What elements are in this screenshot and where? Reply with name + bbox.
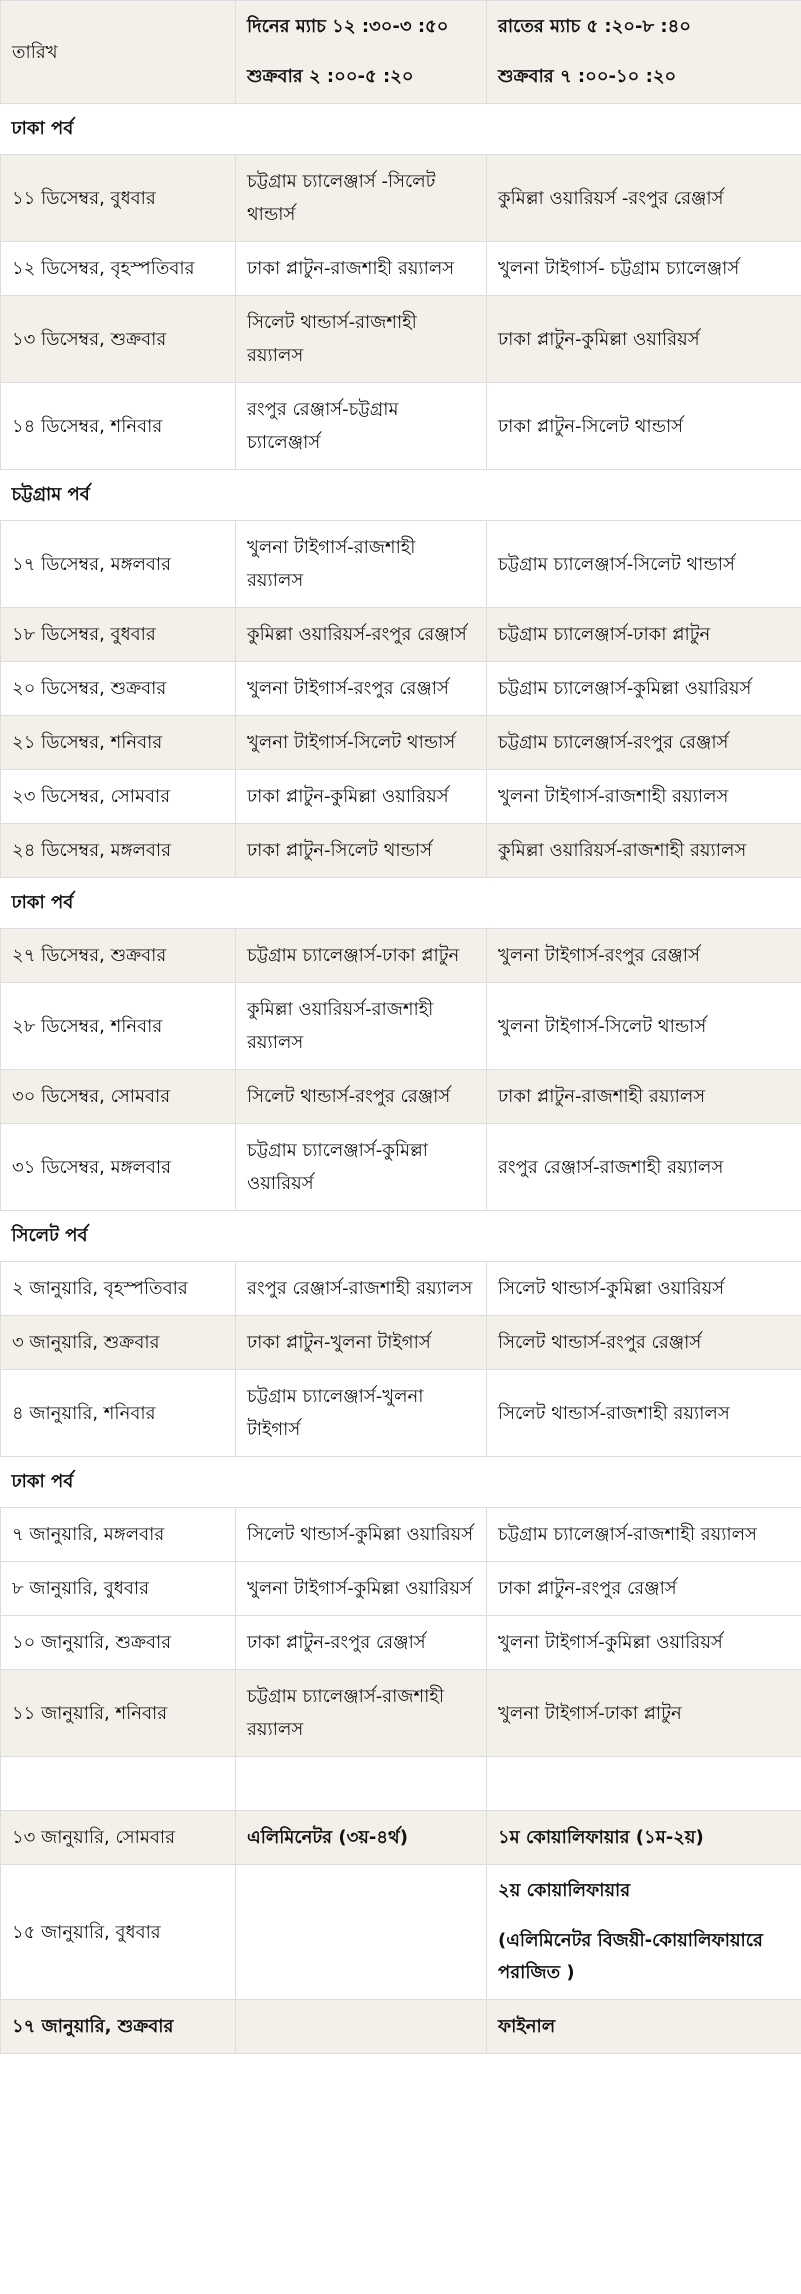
match-date: ১৩ ডিসেম্বর, শুক্রবার	[1, 296, 236, 383]
night-match: চট্টগ্রাম চ্যালেঞ্জার্স-রাজশাহী রয়্যালস	[487, 1508, 801, 1562]
night-match: খুলনা টাইগার্স-রাজশাহী রয়্যালস	[487, 770, 801, 824]
section-label: ঢাকা পর্ব	[1, 104, 801, 155]
qualifier-2-note: (এলিমিনেটর বিজয়ী-কোয়ালিফায়ারে পরাজিত )	[498, 1930, 763, 1983]
day-match: চট্টগ্রাম চ্যালেঞ্জার্স -সিলেট থান্ডার্স	[236, 155, 487, 242]
match-date: ১১ জানুয়ারি, শনিবার	[1, 1670, 236, 1757]
night-match: চট্টগ্রাম চ্যালেঞ্জার্স-কুমিল্লা ওয়ারিয়র্স	[487, 662, 801, 716]
day-match: খুলনা টাইগার্স-রংপুর রেঞ্জার্স	[236, 662, 487, 716]
match-date: ১৮ ডিসেম্বর, বুধবার	[1, 608, 236, 662]
night-match: সিলেট থান্ডার্স-রংপুর রেঞ্জার্স	[487, 1316, 801, 1370]
match-row	[1, 155, 801, 242]
day-match: রংপুর রেঞ্জার্স-রাজশাহী রয়্যালস	[236, 1262, 487, 1316]
match-date: ১৭ জানুয়ারি, শুক্রবার	[1, 2000, 236, 2054]
section-row	[1, 104, 801, 155]
match-date: ৩১ ডিসেম্বর, মঙ্গলবার	[1, 1124, 236, 1211]
day-match: সিলেট থান্ডার্স-কুমিল্লা ওয়ারিয়র্স	[236, 1508, 487, 1562]
night-match: চট্টগ্রাম চ্যালেঞ্জার্স-সিলেট থান্ডার্স	[487, 521, 801, 608]
match-date: ৭ জানুয়ারি, মঙ্গলবার	[1, 1508, 236, 1562]
section-row	[1, 878, 801, 929]
day-match: খুলনা টাইগার্স-কুমিল্লা ওয়ারিয়র্স	[236, 1562, 487, 1616]
day-match: ঢাকা প্লাটুন-কুমিল্লা ওয়ারিয়র্স	[236, 770, 487, 824]
match-row	[1, 296, 801, 383]
night-match: খুলনা টাইগার্স- চট্টগ্রাম চ্যালেঞ্জার্স	[487, 242, 801, 296]
match-date: ২৩ ডিসেম্বর, সোমবার	[1, 770, 236, 824]
match-row	[1, 608, 801, 662]
night-match: চট্টগ্রাম চ্যালেঞ্জার্স-ঢাকা প্লাটুন	[487, 608, 801, 662]
match-row	[1, 770, 801, 824]
night-match: ঢাকা প্লাটুন-রংপুর রেঞ্জার্স	[487, 1562, 801, 1616]
match-row	[1, 1616, 801, 1670]
spacer-row	[1, 1757, 801, 1811]
day-match: ঢাকা প্লাটুন-রাজশাহী রয়্যালস	[236, 242, 487, 296]
match-date: ২৭ ডিসেম্বর, শুক্রবার	[1, 929, 236, 983]
match-row	[1, 1070, 801, 1124]
empty-cell	[236, 2000, 487, 2054]
night-match: খুলনা টাইগার্স-সিলেট থান্ডার্স	[487, 983, 801, 1070]
day-match: ঢাকা প্লাটুন-রংপুর রেঞ্জার্স	[236, 1616, 487, 1670]
day-match-friday-time: শুক্রবার ২ :০০-৫ :২০	[247, 66, 414, 87]
schedule-body	[1, 104, 801, 1757]
qualifier-2-label: ২য় কোয়ালিফায়ার	[498, 1880, 631, 1901]
match-date: ১৫ জানুয়ারি, বুধবার	[1, 1865, 236, 2000]
night-match: কুমিল্লা ওয়ারিয়র্স -রংপুর রেঞ্জার্স	[487, 155, 801, 242]
match-date: ২৮ ডিসেম্বর, শনিবার	[1, 983, 236, 1070]
night-match: ঢাকা প্লাটুন-রাজশাহী রয়্যালস	[487, 1070, 801, 1124]
match-date: ২০ ডিসেম্বর, শুক্রবার	[1, 662, 236, 716]
section-row	[1, 1211, 801, 1262]
day-match-time: দিনের ম্যাচ ১২ :৩০-৩ :৫০	[247, 16, 449, 37]
day-match: ঢাকা প্লাটুন-সিলেট থান্ডার্স	[236, 824, 487, 878]
empty-cell	[487, 1757, 801, 1811]
section-row	[1, 1457, 801, 1508]
match-row	[1, 1262, 801, 1316]
section-row	[1, 470, 801, 521]
match-date: ১৩ জানুয়ারি, সোমবার	[1, 1811, 236, 1865]
night-match-friday-time: শুক্রবার ৭ :০০-১০ :২০	[498, 66, 677, 87]
match-row	[1, 929, 801, 983]
empty-cell	[236, 1757, 487, 1811]
match-row	[1, 1370, 801, 1457]
match-row	[1, 662, 801, 716]
section-label: ঢাকা পর্ব	[1, 1457, 801, 1508]
night-match: ঢাকা প্লাটুন-সিলেট থান্ডার্স	[487, 383, 801, 470]
night-match: ঢাকা প্লাটুন-কুমিল্লা ওয়ারিয়র্স	[487, 296, 801, 383]
match-row	[1, 1316, 801, 1370]
final-row	[1, 2000, 801, 2054]
match-date: ৮ জানুয়ারি, বুধবার	[1, 1562, 236, 1616]
night-match-column-header	[487, 1, 801, 104]
match-row	[1, 1670, 801, 1757]
day-match: চট্টগ্রাম চ্যালেঞ্জার্স-রাজশাহী রয়্যালস	[236, 1670, 487, 1757]
day-match: কুমিল্লা ওয়ারিয়র্স-রংপুর রেঞ্জার্স	[236, 608, 487, 662]
eliminator-row	[1, 1811, 801, 1865]
match-date: ১০ জানুয়ারি, শুক্রবার	[1, 1616, 236, 1670]
match-date: ২ জানুয়ারি, বৃহস্পতিবার	[1, 1262, 236, 1316]
match-date: ১২ ডিসেম্বর, বৃহস্পতিবার	[1, 242, 236, 296]
match-row	[1, 521, 801, 608]
night-match-time: রাতের ম্যাচ ৫ :২০-৮ :৪০	[498, 16, 691, 37]
match-row	[1, 824, 801, 878]
day-match-column-header	[236, 1, 487, 104]
night-match: খুলনা টাইগার্স-ঢাকা প্লাটুন	[487, 1670, 801, 1757]
date-column-header: তারিখ	[1, 1, 236, 104]
empty-cell	[236, 1865, 487, 2000]
match-date: ১৭ ডিসেম্বর, মঙ্গলবার	[1, 521, 236, 608]
section-label: সিলেট পর্ব	[1, 1211, 801, 1262]
day-match: চট্টগ্রাম চ্যালেঞ্জার্স-কুমিল্লা ওয়ারিয়র্স	[236, 1124, 487, 1211]
night-match: কুমিল্লা ওয়ারিয়র্স-রাজশাহী রয়্যালস	[487, 824, 801, 878]
qualifier-2-cell	[487, 1865, 801, 2000]
empty-cell	[1, 1757, 236, 1811]
match-date: ৪ জানুয়ারি, শনিবার	[1, 1370, 236, 1457]
night-match: সিলেট থান্ডার্স-কুমিল্লা ওয়ারিয়র্স	[487, 1262, 801, 1316]
day-match: রংপুর রেঞ্জার্স-চট্টগ্রাম চ্যালেঞ্জার্স	[236, 383, 487, 470]
section-label: ঢাকা পর্ব	[1, 878, 801, 929]
match-row	[1, 1562, 801, 1616]
day-match: ঢাকা প্লাটুন-খুলনা টাইগার্স	[236, 1316, 487, 1370]
night-match: সিলেট থান্ডার্স-রাজশাহী রয়্যালস	[487, 1370, 801, 1457]
match-row	[1, 983, 801, 1070]
table-header-row	[1, 1, 801, 104]
day-match: খুলনা টাইগার্স-সিলেট থান্ডার্স	[236, 716, 487, 770]
playoff-body	[1, 1757, 801, 2054]
day-match: সিলেট থান্ডার্স-রংপুর রেঞ্জার্স	[236, 1070, 487, 1124]
night-match: খুলনা টাইগার্স-কুমিল্লা ওয়ারিয়র্স	[487, 1616, 801, 1670]
day-match: খুলনা টাইগার্স-রাজশাহী রয়্যালস	[236, 521, 487, 608]
qualifier-2-row	[1, 1865, 801, 2000]
eliminator-label: এলিমিনেটর (৩য়-৪র্থ)	[236, 1811, 487, 1865]
qualifier-1-label: ১ম কোয়ালিফায়ার (১ম-২য়)	[487, 1811, 801, 1865]
final-label: ফাইনাল	[487, 2000, 801, 2054]
match-date: ২১ ডিসেম্বর, শনিবার	[1, 716, 236, 770]
day-match: চট্টগ্রাম চ্যালেঞ্জার্স-খুলনা টাইগার্স	[236, 1370, 487, 1457]
night-match: চট্টগ্রাম চ্যালেঞ্জার্স-রংপুর রেঞ্জার্স	[487, 716, 801, 770]
match-date: ৩ জানুয়ারি, শুক্রবার	[1, 1316, 236, 1370]
night-match: রংপুর রেঞ্জার্স-রাজশাহী রয়্যালস	[487, 1124, 801, 1211]
match-row	[1, 242, 801, 296]
match-row	[1, 1124, 801, 1211]
day-match: কুমিল্লা ওয়ারিয়র্স-রাজশাহী রয়্যালস	[236, 983, 487, 1070]
match-date: ২৪ ডিসেম্বর, মঙ্গলবার	[1, 824, 236, 878]
match-row	[1, 383, 801, 470]
day-match: সিলেট থান্ডার্স-রাজশাহী রয়্যালস	[236, 296, 487, 383]
match-row	[1, 716, 801, 770]
night-match: খুলনা টাইগার্স-রংপুর রেঞ্জার্স	[487, 929, 801, 983]
section-label: চট্টগ্রাম পর্ব	[1, 470, 801, 521]
match-row	[1, 1508, 801, 1562]
match-date: ৩০ ডিসেম্বর, সোমবার	[1, 1070, 236, 1124]
match-date: ১১ ডিসেম্বর, বুধবার	[1, 155, 236, 242]
day-match: চট্টগ্রাম চ্যালেঞ্জার্স-ঢাকা প্লাটুন	[236, 929, 487, 983]
match-date: ১৪ ডিসেম্বর, শনিবার	[1, 383, 236, 470]
